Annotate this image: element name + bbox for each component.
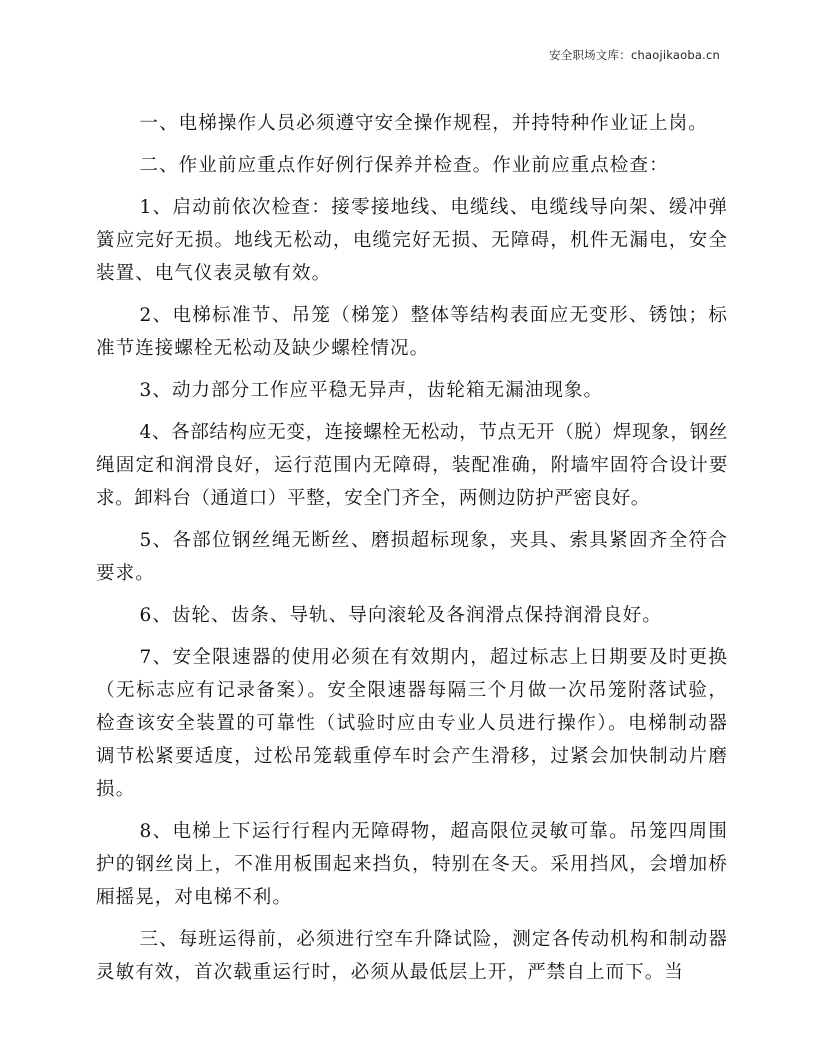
paragraph-11: 三、每班运得前，必须进行空车升降试险，测定各传动机构和制动器灵敏有效，首次载重运行时，必须从最低层上开，严禁自上而下。当 bbox=[96, 929, 728, 983]
document-body bbox=[96, 107, 728, 998]
paragraph-8: 6、齿轮、齿条、导轨、导向滚轮及各润滑点保持润滑良好。 bbox=[139, 605, 662, 626]
paragraph-5: 3、动力部分工作应平稳无异声，齿轮箱无漏油现象。 bbox=[139, 380, 604, 401]
paragraph-4: 2、电梯标准节、吊笼（梯笼）整体等结构表面应无变形、锈蚀；标准节连接螺栓无松动及缺少螺栓情况。 bbox=[96, 305, 728, 359]
paragraph-1: 一、电梯操作人员必须遵守安全操作规程，并持特种作业证上岗。 bbox=[139, 113, 708, 134]
paragraph-2: 二、作业前应重点作好例行保养并检查。作业前应重点检查： bbox=[139, 155, 669, 176]
paragraph-3: 1、启动前依次检查：接零接地线、电缆线、电缆线导向架、缓冲弹簧应完好无损。地线无松动，电缆完好无损、无障碍，机件无漏电，安全装置、电气仪表灵敏有效。 bbox=[96, 197, 728, 284]
paragraph-9: 7、安全限速器的使用必须在有效期内，超过标志上日期要及时更换（无标志应有记录备案）。安全限速器每隔三个月做一次吊笼附落试验，检查该安全装置的可靠性（试验时应由专业人员进行操作）。电梯制动器调节松紧要适度，过松吊笼载重停车时会产生滑移，过紧会加快制动片磨损。 bbox=[96, 647, 728, 800]
paragraph-7: 5、各部位钢丝绳无断丝、磨损超标现象，夹具、索具紧固齐全符合要求。 bbox=[96, 530, 728, 584]
paragraph-6: 4、各部结构应无变，连接螺栓无松动，节点无开（脱）焊现象，钢丝绳固定和润滑良好，运行范围内无障碍，装配准确，附墙牢固符合设计要求。卸料台（通道口）平整，安全门齐全，两侧边防护严密良好。 bbox=[96, 422, 728, 509]
paragraph-10: 8、电梯上下运行行程内无障碍物，超高限位灵敏可靠。吊笼四周围护的钢丝岗上，不准用板围起来挡负，特别在冬天。采用挡风，会增加桥厢摇晃，对电梯不利。 bbox=[96, 821, 728, 908]
page-header-site-label: 安全职场文库：chaojikaoba.cn bbox=[549, 48, 720, 62]
